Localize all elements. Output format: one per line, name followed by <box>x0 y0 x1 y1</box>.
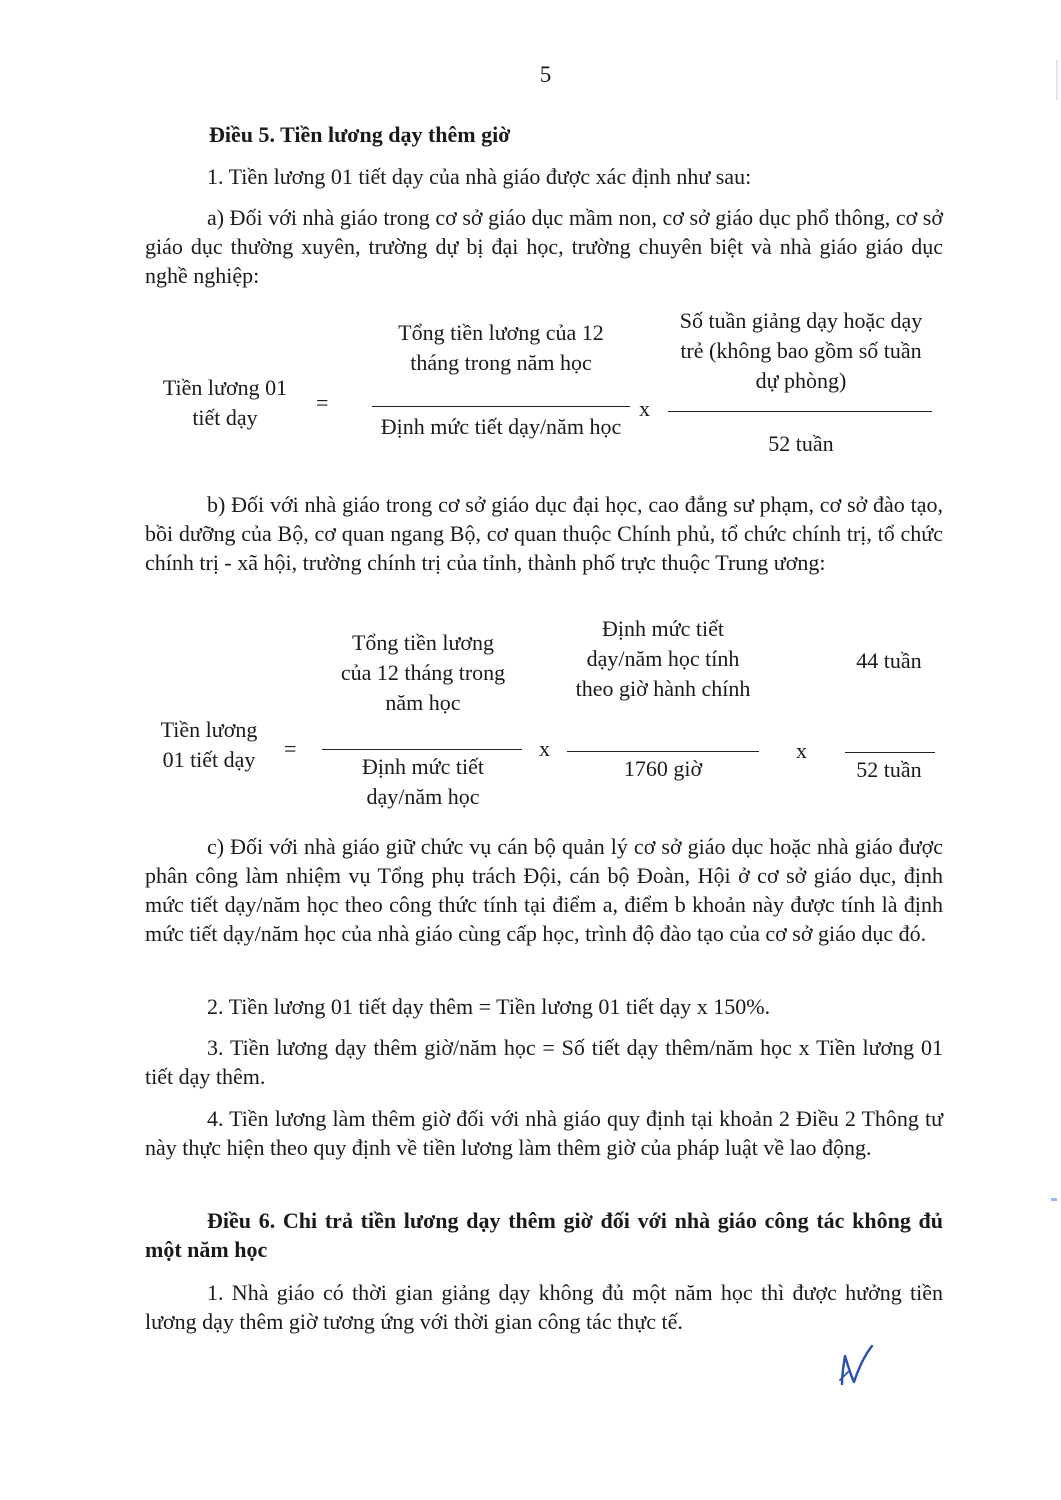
formula-b-times-2: x <box>796 738 807 763</box>
scan-edge <box>1056 60 1058 100</box>
formula-b-fraction-3-numerator: 44 tuần <box>856 648 922 673</box>
article-5-point-c: c) Đối với nhà giáo giữ chức vụ cán bộ quản lý cơ sở giáo dục hoặc nhà giáo được phân công làm nhiệm vụ Tổng phụ trách Đội, cán bộ Đoàn, Hội ở cơ sở giáo dục, định mức tiết dạy/năm học theo công thức tính tại điểm a, điểm b khoản này được tính là định mức tiết dạy/năm học của nhà giáo cùng cấp học, trình độ đào tạo của cơ sở giáo dục đó. <box>145 834 943 946</box>
article-5-point-b: b) Đối với nhà giáo trong cơ sở giáo dục đại học, cao đẳng sư phạm, cơ sở đào tạo, bồi dưỡng của Bộ, cơ quan ngang Bộ, cơ quan thuộc Chính phủ, tổ chức chính trị, tổ chức chính trị - xã hội, trường chính trị của tỉnh, thành phố trực thuộc Trung ương: <box>145 492 943 575</box>
article-6-title: Điều 6. Chi trả tiền lương dạy thêm giờ đối với nhà giáo công tác không đủ một năm học <box>145 1208 943 1262</box>
formula-a-fraction-2-bar <box>668 411 932 412</box>
article-5-point-a: a) Đối với nhà giáo trong cơ sở giáo dục mầm non, cơ sở giáo dục phổ thông, cơ sở giáo dục thường xuyên, trường dự bị đại học, trường chuyên biệt và nhà giáo giáo dục nghề nghiệp: <box>145 205 943 288</box>
scan-mark <box>1051 1198 1057 1201</box>
formula-a-times: x <box>639 396 650 421</box>
formula-b-equals: = <box>284 736 297 761</box>
formula-b-fraction-2-bar <box>567 751 759 752</box>
article-6-clause-1: 1. Nhà giáo có thời gian giảng dạy không đủ một năm học thì được hưởng tiền lương dạy thêm giờ tương ứng với thời gian công tác thực tế. <box>145 1280 943 1334</box>
formula-a-fraction-2-denominator: 52 tuần <box>768 431 834 456</box>
formula-b-times-1: x <box>539 736 550 761</box>
article-5-clause-2: 2. Tiền lương 01 tiết dạy thêm = Tiền lương 01 tiết dạy x 150%. <box>207 994 771 1019</box>
article-5-clause-1: 1. Tiền lương 01 tiết dạy của nhà giáo được xác định như sau: <box>207 164 752 189</box>
article-5-title: Điều 5. Tiền lương dạy thêm giờ <box>209 122 511 147</box>
formula-b-lhs: Tiền lương 01 tiết dạy <box>160 717 258 772</box>
formula-a-fraction-1-denominator: Định mức tiết dạy/năm học <box>380 414 622 439</box>
signature-initials <box>836 1344 876 1388</box>
formula-a-fraction-1-numerator: Tổng tiền lương của 12 tháng trong năm học <box>398 320 604 375</box>
formula-a-fraction-1-bar <box>372 406 630 407</box>
formula-b-fraction-1-numerator: Tổng tiền lương của 12 tháng trong năm học <box>340 630 506 715</box>
formula-b-fraction-1-bar <box>322 749 522 750</box>
formula-b-fraction-2-denominator: 1760 giờ <box>623 756 703 781</box>
formula-a-lhs: Tiền lương 01 tiết dạy <box>162 375 288 430</box>
formula-a-fraction-2-numerator: Số tuần giảng dạy hoặc dạy trẻ (không bao gồm số tuần dự phòng) <box>679 308 923 393</box>
article-5-clause-3: 3. Tiền lương dạy thêm giờ/năm học = Số tiết dạy thêm/năm học x Tiền lương 01 tiết dạy thêm. <box>145 1035 943 1089</box>
formula-b-fraction-1-denominator: Định mức tiết dạy/năm học <box>362 754 484 809</box>
page-number: 5 <box>539 62 552 87</box>
formula-b-fraction-3-denominator: 52 tuần <box>856 757 922 782</box>
formula-b-fraction-2-numerator: Định mức tiết dạy/năm học tính theo giờ hành chính <box>575 616 751 701</box>
formula-a-equals: = <box>316 390 329 415</box>
formula-b-fraction-3-bar <box>845 752 935 753</box>
article-5-clause-4: 4. Tiền lương làm thêm giờ đối với nhà giáo quy định tại khoản 2 Điều 2 Thông tư này thực hiện theo quy định về tiền lương làm thêm giờ của pháp luật về lao động. <box>145 1106 943 1160</box>
